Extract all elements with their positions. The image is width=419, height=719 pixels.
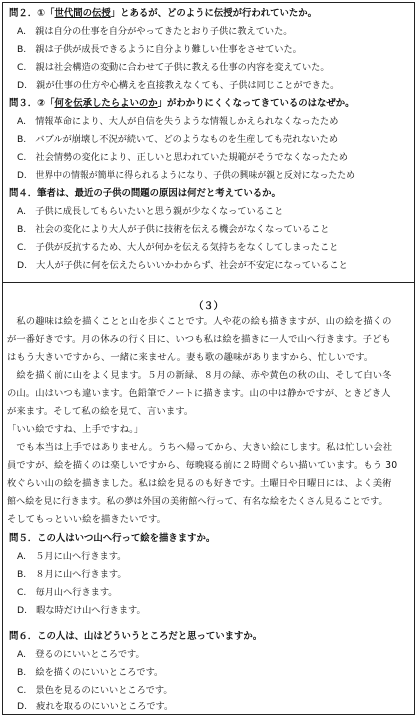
question-5-option-c: C. 毎月山へ行きます。 <box>17 587 118 598</box>
question-3-option-b: B. バブルが崩壊し不況が続いて、どのようなものを生産しても売れないため <box>17 134 339 145</box>
passage-line-12: そしてもっといい絵を描きたいです。 <box>7 514 167 525</box>
passage-line-10: 枚ぐらい山の絵を描きました。私は絵を見るのも好きです。土曜日や日曜日には、よく美術 <box>7 478 392 489</box>
question-5: 問５．この人はいつ山へ行って絵を描きますか。 <box>9 533 216 544</box>
section-label: （３） <box>193 301 224 312</box>
question-6-option-a: A. 登るのにいいところです。 <box>17 649 145 660</box>
question-3-suffix: 」がわかりにくくなってきているのはなぜか。 <box>157 98 355 109</box>
question-4-option-c: C. 子供が反抗するため、大人が何かを伝える気持ちをなくしてしまったこと <box>17 242 339 253</box>
question-4-option-a: A. 子供に成長してもらいたいと思う親が少なくなっていること <box>17 206 284 217</box>
section-divider <box>3 282 414 283</box>
question-2-option-c: C. 親は社会構造の変動に合わせて子供に教える仕事の内容を変えていた。 <box>17 62 330 73</box>
question-2-prefix: 問２．①「 <box>9 8 55 19</box>
question-4-option-d: D. 大人が子供に何を伝えたらいいかわからず、社会が不安定になっていること <box>17 260 348 271</box>
passage-line-8: でも本当は上手ではありません。うちへ帰ってから、大きい絵にします。私は忙しい会社 <box>7 442 393 453</box>
question-3-option-a: A. 情報革命により、大人が自信を失うような情報しかえられなくなったため <box>17 116 339 127</box>
question-3 <box>9 98 354 110</box>
question-4: 問４．筆者は、最近の子供の問題の原因は何だと考えているか。 <box>9 188 281 199</box>
passage-line-9: 員ですが、絵を描くのは楽しいですから、毎晩寝る前に２時間ぐらい描いています。もう 30 <box>7 460 398 471</box>
question-5-option-a: A. ５月に山へ行きます。 <box>17 551 127 562</box>
question-2 <box>9 8 317 20</box>
passage-line-6: が来ます。そして私の絵を見て、言います。 <box>7 406 194 417</box>
question-2-option-d: D. 親が仕事の仕方や心構えを直接教えなくても、子供は同じことができた。 <box>17 80 340 91</box>
passage-line-5: の山。山はいつも違います。色鉛筆でノートに描きます。山の中は静かですが、ときどき人 <box>7 388 391 399</box>
passage-line-11: 館へ絵を見に行きます。私の夢は外国の美術館へ行って、有名な絵をたくさん見ることです。 <box>7 497 388 507</box>
passage-line-4: 絵を描く前に山をよく見ます。５月の新緑、８月の緑、赤や黄色の秋の山、そして白い冬 <box>7 370 392 381</box>
question-3-prefix: 問３．②「 <box>9 98 55 109</box>
passage-line-7: 「いい絵ですね、上手ですね。」 <box>7 424 144 435</box>
question-2-option-a: A. 親は自分の仕事を自分がやってきたとおり子供に教えていた。 <box>17 26 293 37</box>
question-6: 問６．この人は、山はどういうところだと思っていますか。 <box>9 631 263 642</box>
question-6-option-d: D. 疲れを取るのにいいところです。 <box>17 701 174 712</box>
question-5-option-b: B. ８月に山へ行きます。 <box>17 569 127 580</box>
question-2-option-b: B. 親は子供が成長できるように自分より難しい仕事をさせていた。 <box>17 44 302 55</box>
question-6-option-c: C. 景色を見るのにいいところです。 <box>17 685 173 696</box>
question-2-quote: 世代間の伝授 <box>54 8 111 19</box>
passage-line-1: 私の趣味は絵を描くことと山を歩くことです。人や花の絵も描きますが、山の絵を描くの <box>7 316 392 327</box>
question-4-option-b: B. 社会の変化により大人が子供に技術を伝える機会がなくなっていること <box>17 224 330 235</box>
question-2-suffix: 」とあるが、どのように伝授が行われていたか。 <box>110 8 317 19</box>
passage-line-2: が一番好きです。月の休みの行く日に、いつも私は絵を描きに一人で山へ行きます。子ども <box>7 334 391 345</box>
question-3-option-c: C. 社会情勢の変化により、正しいと思われていた規範がそうでなくなったため <box>17 152 348 163</box>
question-6-option-b: B. 絵を描くのにいいところです。 <box>17 667 164 678</box>
exam-page <box>2 2 415 715</box>
question-5-option-d: D. 暇な時だけ山へ行きます。 <box>17 605 146 616</box>
passage-line-3: はもう大きいですから、一緒に来ません。妻も歌の趣味がありますから、忙しいです。 <box>7 352 374 363</box>
question-3-quote: 何を伝承したらよいのか <box>54 98 158 109</box>
question-3-option-d: D. 世界中の情報が簡単に得られるようになり、子供の興味が親と反対になったため <box>17 171 356 181</box>
